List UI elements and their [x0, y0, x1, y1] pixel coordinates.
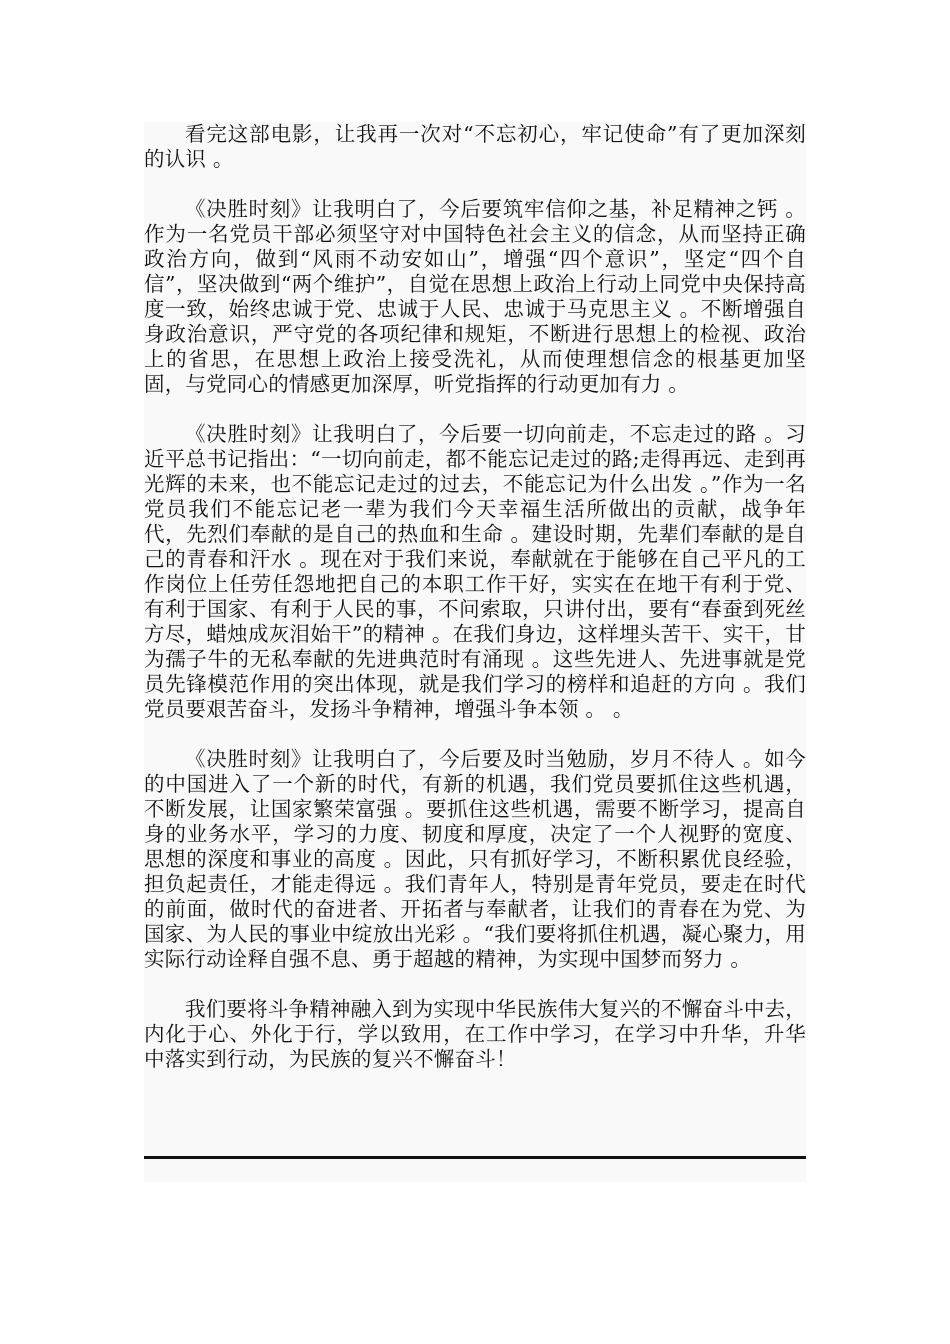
document-body: [144, 122, 806, 1097]
paragraph-3: 《决胜时刻》让我明白了，今后要一切向前走，不忘走过的路 。习近平总书记指出：“一切向前走，都不能忘记走过的路;走得再远、走到再光辉的未来，也不能忘记走过的过去，不能忘记为什么出发 。”作为一名党员我们不能忘记老一辈为我们今天幸福生活所做出的贡献，战争年代，先烈们奉献的是自己的热血和生命 。建设时期，先辈们奉献的是自己的青春和汗水 。现在对于我们来说，奉献就在于能够在自己平凡的工作岗位上任劳任怨地把自己的本职工作干好，实实在在地干有利于党、有利于国家、有利于人民的事，不问索取，只讲付出，要有“春蚕到死丝方尽，蜡烛成灰泪始干”的精神 。在我们身边，这样埋头苦干、实干，甘为孺子牛的无私奉献的先进典范时有涌现 。这些先进人、先进事就是党员先锋模范作用的突出体现，就是我们学习的榜样和追赶的方向 。我们党员要艰苦奋斗，发扬斗争精神，增强斗争本领 。 。: [144, 422, 806, 721]
bottom-divider: [144, 1156, 806, 1159]
paragraph-4: 《决胜时刻》让我明白了，今后要及时当勉励，岁月不待人 。如今的中国进入了一个新的时代，有新的机遇，我们党员要抓住这些机遇，不断发展，让国家繁荣富强 。要抓住这些机遇，需要不断学习，提高自身的业务水平，学习的力度、韧度和厚度，决定了一个人视野的宽度、思想的深度和事业的高度 。因此，只有抓好学习，不断积累优良经验，担负起责任，才能走得远 。我们青年人，特别是青年党员，要走在时代的前面，做时代的奋进者、开拓者与奉献者，让我们的青春在为党、为国家、为人民的事业中绽放出光彩 。“我们要将抓住机遇，凝心聚力，用实际行动诠释自强不息、勇于超越的精神，为实现中国梦而努力 。: [144, 747, 806, 971]
paragraph-1: 看完这部电影，让我再一次对“不忘初心，牢记使命”有了更加深刻的认识 。: [144, 122, 806, 171]
document-page: [144, 122, 806, 1182]
paragraph-2: 《决胜时刻》让我明白了，今后要筑牢信仰之基，补足精神之钙 。作为一名党员干部必须坚守对中国特色社会主义的信念，从而坚持正确政治方向，做到“风雨不动安如山”，增强“四个意识”，坚定“四个自信”，坚决做到“两个维护”，自觉在思想上政治上行动上同党中央保持高度一致，始终忠诚于党、忠诚于人民、忠诚于马克思主义 。不断增强自身政治意识，严守党的各项纪律和规矩，不断进行思想上的检视、政治上的省思，在思想上政治上接受洗礼，从而使理想信念的根基更加坚固，与党同心的情感更加深厚，听党指挥的行动更加有力 。: [144, 197, 806, 396]
paragraph-5: 我们要将斗争精神融入到为实现中华民族伟大复兴的不懈奋斗中去，内化于心、外化于行，学以致用，在工作中学习，在学习中升华，升华中落实到行动，为民族的复兴不懈奋斗！: [144, 997, 806, 1071]
